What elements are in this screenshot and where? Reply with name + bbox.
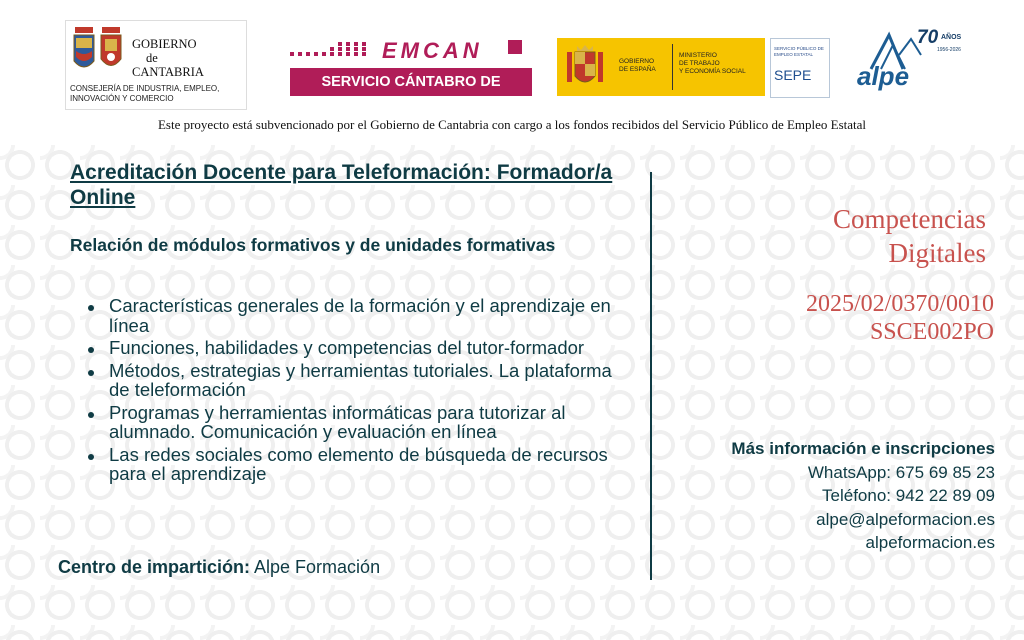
gobierno-cantabria-logo [65, 20, 247, 110]
contact-website: alpeformacion.es [865, 533, 995, 552]
bullet-icon [88, 347, 94, 353]
subsidy-note: Este proyecto está subvencionado por el Gobierno de Cantabria con cargo a los fondos recibidos del Servicio Público de Empleo Estatal [157, 117, 867, 132]
bullet-icon [88, 305, 94, 311]
gobierno-espana-text: GOBIERNO DE ESPAÑA [619, 58, 656, 73]
contact-whatsapp: WhatsApp: 675 69 85 23 [807, 462, 995, 482]
modules-heading: Relación de módulos formativos y de unidades formativas [70, 235, 556, 255]
alpe-anos: AÑOS [941, 34, 962, 41]
gobierno-cantabria-name: GOBIERNO de CANTABRIA [132, 37, 204, 79]
list-item: Programas y herramientas informáticas para tutorizar al alumnado. Comunicación y evaluación en línea [88, 403, 628, 442]
training-centre-label: Centro de impartición: [58, 557, 251, 577]
contact-phone: Teléfono: 942 22 89 09 [822, 486, 995, 505]
list-item: Funciones, habilidades y competencias del tutor-formador [88, 338, 628, 358]
sepe-full-name: SERVICIO PÚBLICO DE EMPLEO ESTATAL [774, 46, 824, 57]
spain-coat-of-arms-icon [565, 44, 605, 90]
course-category: Competencias Digitales [833, 204, 986, 268]
column-divider [650, 172, 652, 580]
sepe-wordmark: SEPE [774, 67, 812, 83]
list-item: Características generales de la formación y el aprendizaje en línea [88, 296, 628, 335]
sepe-logo [770, 38, 830, 98]
emcan-square-icon [508, 40, 522, 54]
list-item: Métodos, estrategias y herramientas tutoriales. La plataforma de teleformación [88, 361, 628, 400]
specialty-code: SSCE002PO [869, 319, 994, 345]
emcan-dots-icon [290, 42, 370, 58]
training-centre-value: Alpe Formación [250, 557, 381, 577]
bullet-icon [88, 454, 94, 460]
alpe-years: 1956-2026 [937, 47, 961, 53]
emcan-wordmark: EMCAN [382, 38, 483, 63]
file-code: 2025/02/0370/0010 [805, 291, 994, 317]
gobierno-espana-logo [557, 38, 765, 96]
ministerio-text: MINISTERIO DE TRABAJO Y ECONOMÍA SOCIAL [679, 52, 746, 75]
bullet-icon [88, 412, 94, 418]
contact-email: alpe@alpeformacion.es [816, 509, 995, 529]
alpe-wordmark: alpe [857, 61, 910, 91]
logo-band [0, 0, 1024, 118]
modules-list [88, 296, 628, 487]
list-item: Las redes sociales como elemento de búsqueda de recursos para el aprendizaje [88, 445, 628, 484]
consejeria-text: CONSEJERÍA DE INDUSTRIA, EMPLEO, INNOVACIÓN Y COMERCIO [70, 84, 220, 103]
contact-title: Más información e inscripciones [731, 439, 995, 458]
cantabria-shield-icon [72, 27, 96, 73]
course-title: Acreditación Docente para Teleformación: Formador/a Online [70, 161, 613, 209]
emcan-bar: SERVICIO CÁNTABRO DE EMPLEO [290, 68, 532, 96]
alpe-anniversary: 70 [917, 27, 939, 48]
course-codes [700, 290, 994, 346]
emcan-logo [290, 38, 532, 118]
logo-divider [672, 44, 673, 90]
training-centre [58, 556, 380, 578]
bullet-icon [88, 370, 94, 376]
cantabria-crest-icon [98, 27, 124, 73]
alpe-logo [855, 25, 965, 100]
contact-block [660, 437, 995, 555]
